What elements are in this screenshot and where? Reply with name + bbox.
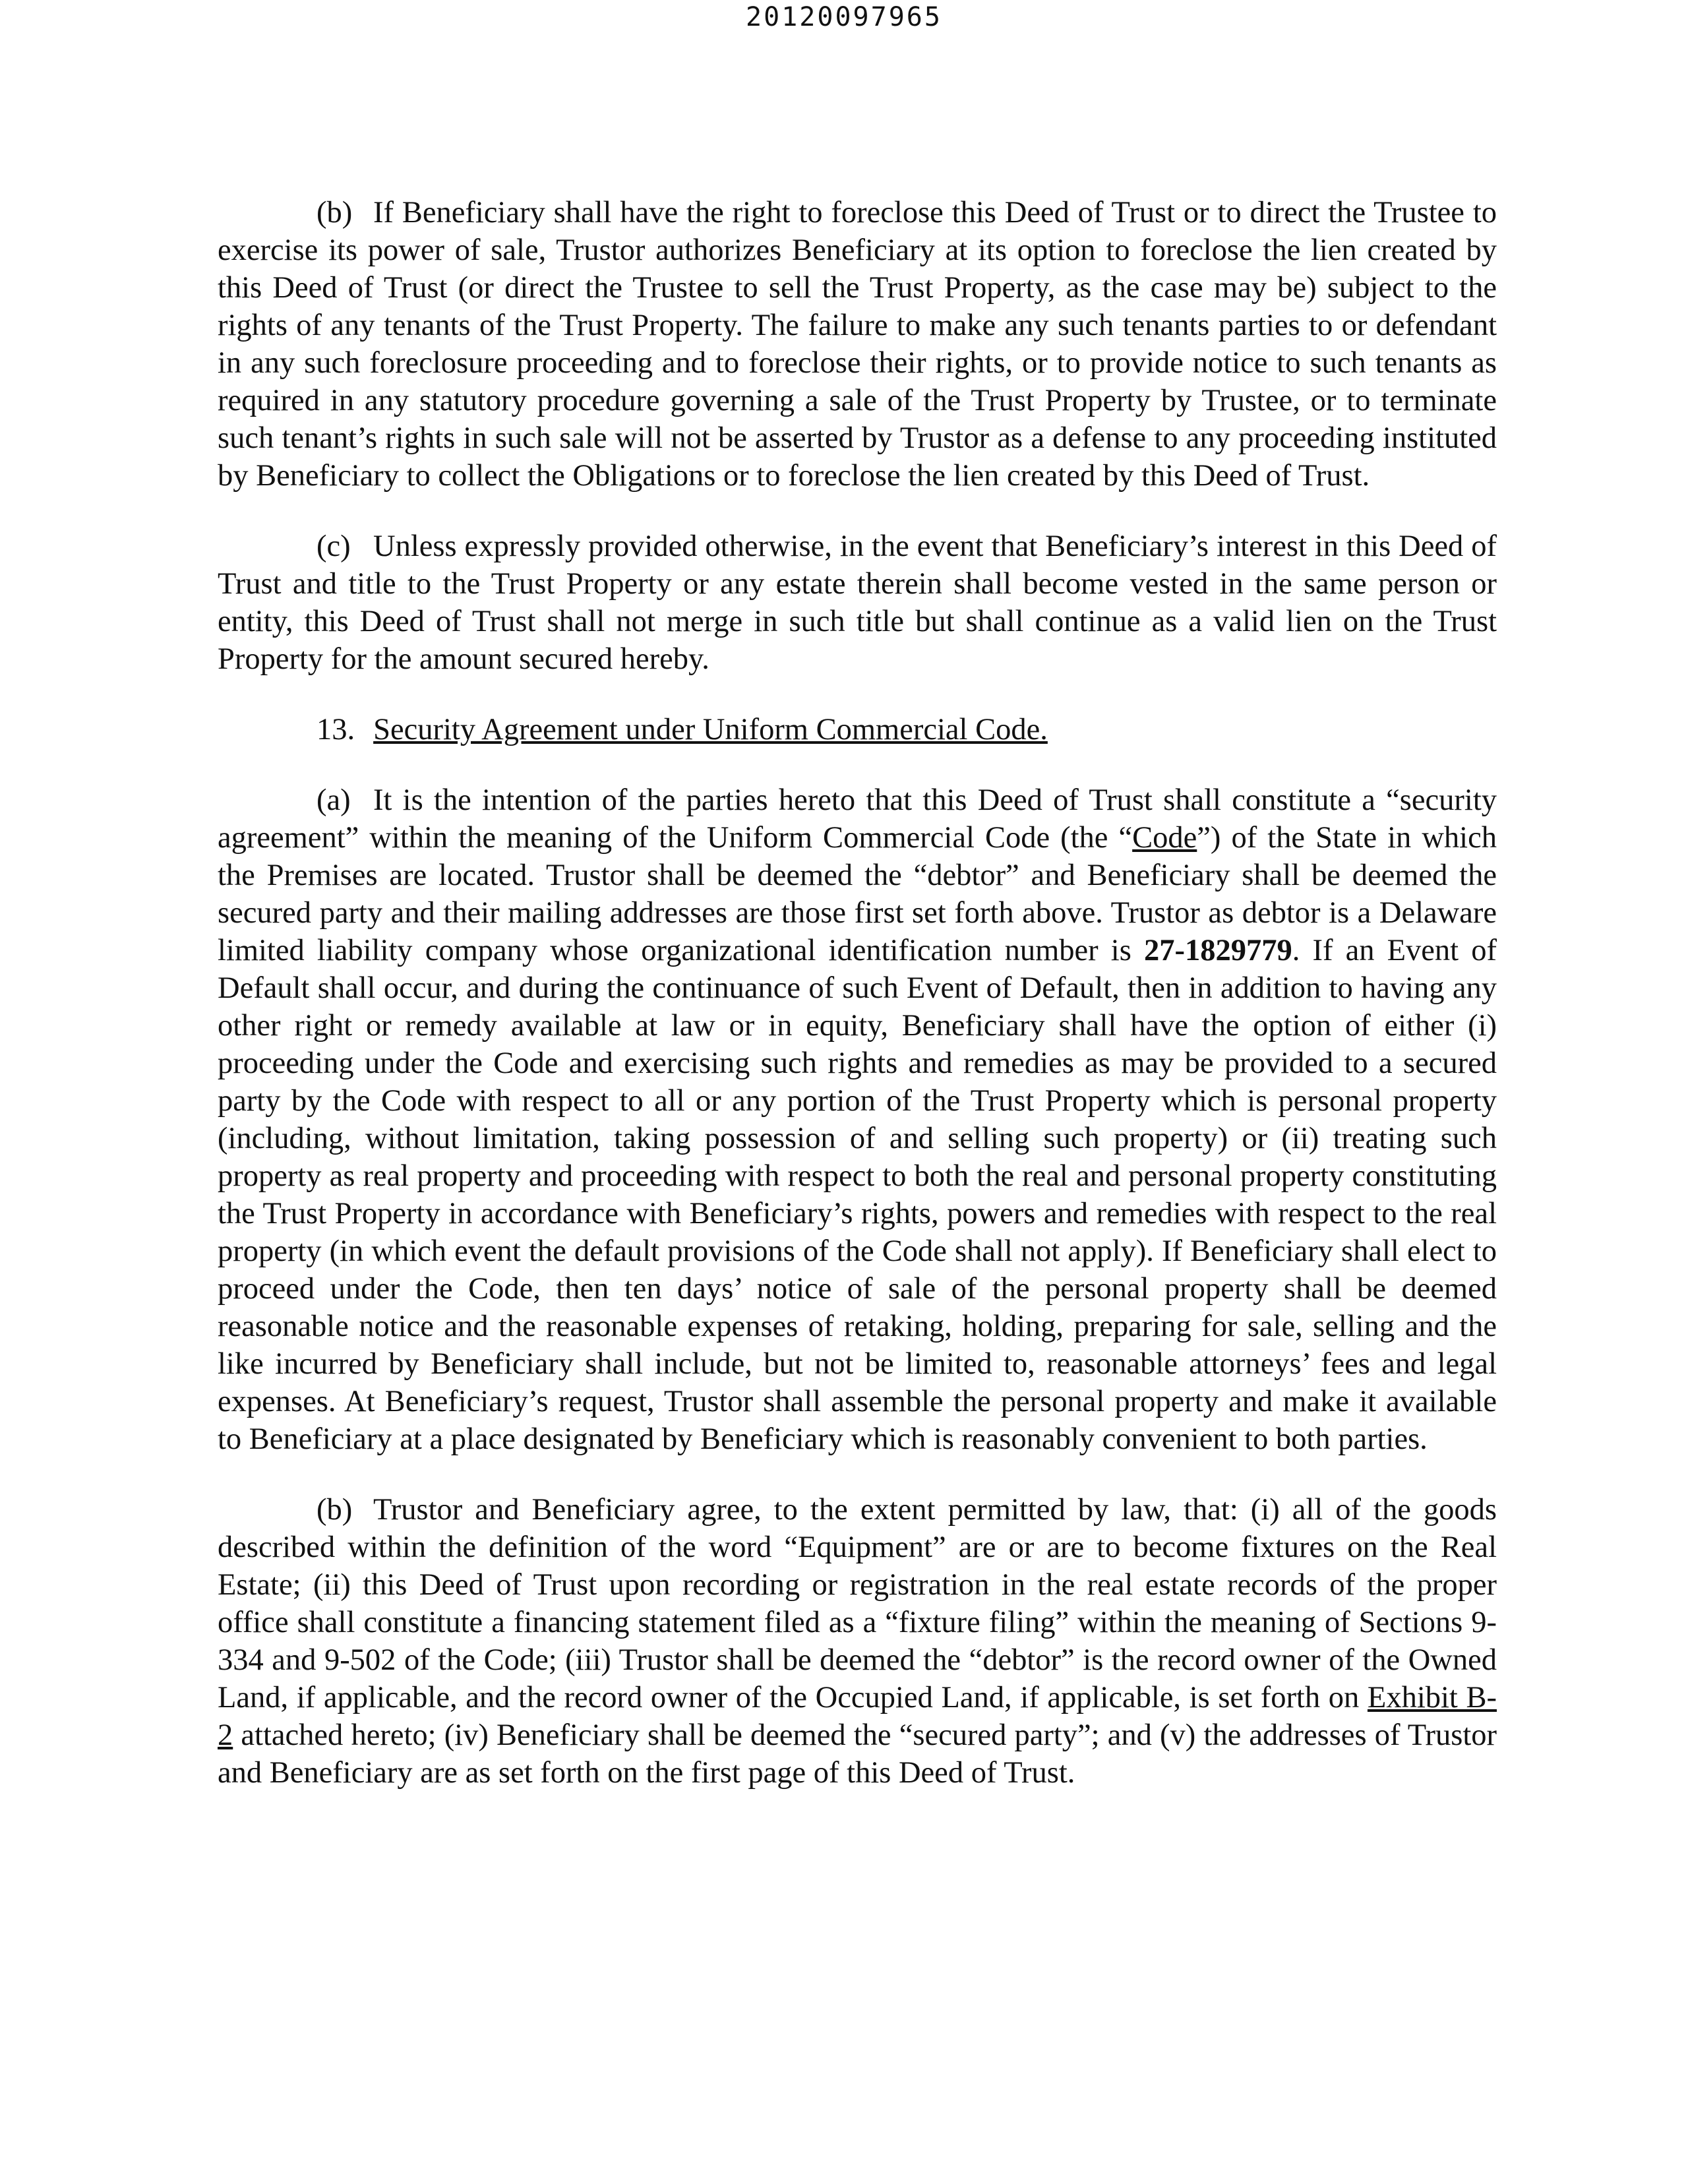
paragraph-label: (b) [316, 196, 353, 229]
organizational-id-number: 27-1829779 [1143, 934, 1292, 967]
paragraph-text: attached hereto; (iv) Beneficiary shall be deemed the “secured party”; and (v) the addresses of Trustor and Beneficiary are as set forth on the first page of this Deed of Trust. [218, 1718, 1497, 1790]
paragraph-text: Unless expressly provided otherwise, in the event that Beneficiary’s interest in this Deed of Trust and title to the Trust Property or any estate therein shall become vested in the same person or entity, this Deed of Trust shall not merge in such title but shall continue as a valid lien on the Trust Property for the amount secured hereby. [218, 530, 1497, 676]
paragraph-label: (a) [316, 783, 351, 817]
paragraph-text: If Beneficiary shall have the right to foreclose this Deed of Trust or to direct the Trustee to exercise its power of sale, Trustor authorizes Beneficiary at its option to foreclose the lien created by this Deed of Trust (or direct the Trustee to sell the Trust Property, as the case may be) subject to the rights of any tenants of the Trust Property. The failure to make any such tenants parties to or defendant in any such foreclosure proceeding and to foreclose their rights, or to provide notice to such tenants as required in any statutory procedure governing a sale of the Trust Property by Trustee, or to terminate such tenant’s rights in such sale will not be asserted by Trustor as a defense to any proceeding instituted by Beneficiary to collect the Obligations or to foreclose the lien created by this Deed of Trust. [218, 196, 1497, 493]
section-number: 13. [316, 713, 355, 746]
paragraph-label: (c) [316, 530, 351, 563]
paragraph-text: . If an Event of Default shall occur, and during the continuance of such Event of Default, then in addition to having any other right or remedy available at law or in equity, Beneficiary shall have the option of either (i) proceeding under the Code and exercising such rights and remedies as may be provided to a secured party by the Code with respect to all or any portion of the Trust Property which is personal property (including, without limitation, taking possession of and selling such property) or (ii) treating such property as real property and proceeding with respect to both the real and personal property constituting the Trust Property in accordance with Beneficiary’s rights, powers and remedies with respect to the real property (in which event the default provisions of the Code shall not apply). If Beneficiary shall elect to proceed under the Code, then ten days’ notice of sale of the personal property shall be deemed reasonable notice and the reasonable expenses of retaking, holding, preparing for sale, selling and the like incurred by Beneficiary shall include, but not be limited to, reasonable attorneys’ fees and legal expenses. At Beneficiary’s request, Trustor shall assemble the personal property and make it available to Beneficiary at a place designated by Beneficiary which is reasonably convenient to both parties. [218, 934, 1497, 1456]
paragraph-13a [218, 781, 1497, 1458]
paragraph-text: It is the intention of the parties hereto that this Deed of Trust shall constitute a “security agreement” within the meaning of the Uniform Commercial Code (the “ [218, 783, 1497, 855]
section-13-heading [218, 711, 1497, 748]
paragraph-text: Trustor and Beneficiary agree, to the extent permitted by law, that: (i) all of the goods described within the definition of the word “Equipment” are or are to become fixtures on the Real Estate; (ii) this Deed of Trust upon recording or registration in the real estate records of the proper office shall constitute a financing statement filed as a “fixture filing” within the meaning of Sections 9-334 and 9-502 of the Code; (iii) Trustor shall be deemed the “debtor” is the record owner of the Owned Land, if applicable, and the record owner of the Occupied Land, if applicable, is set forth on [218, 1493, 1497, 1714]
exhibit-reference: Exhibit B-2 [218, 1681, 1497, 1752]
document-page [218, 194, 1497, 1825]
document-number: 20120097965 [746, 2, 942, 32]
paragraph-12b [218, 194, 1497, 495]
paragraph-12c [218, 528, 1497, 678]
paragraph-label: (b) [316, 1493, 353, 1527]
paragraph-text: ”) of the State in which the Premises are located. Trustor shall be deemed the “debtor” and Beneficiary shall be deemed the secured party and their mailing addresses are those first set forth above. Trustor as debtor is a Delaware limited liability company whose organizational identification number is [218, 821, 1497, 967]
section-title: Security Agreement under Uniform Commercial Code. [373, 713, 1048, 746]
paragraph-13b [218, 1491, 1497, 1792]
defined-term-code: Code [1132, 821, 1197, 855]
